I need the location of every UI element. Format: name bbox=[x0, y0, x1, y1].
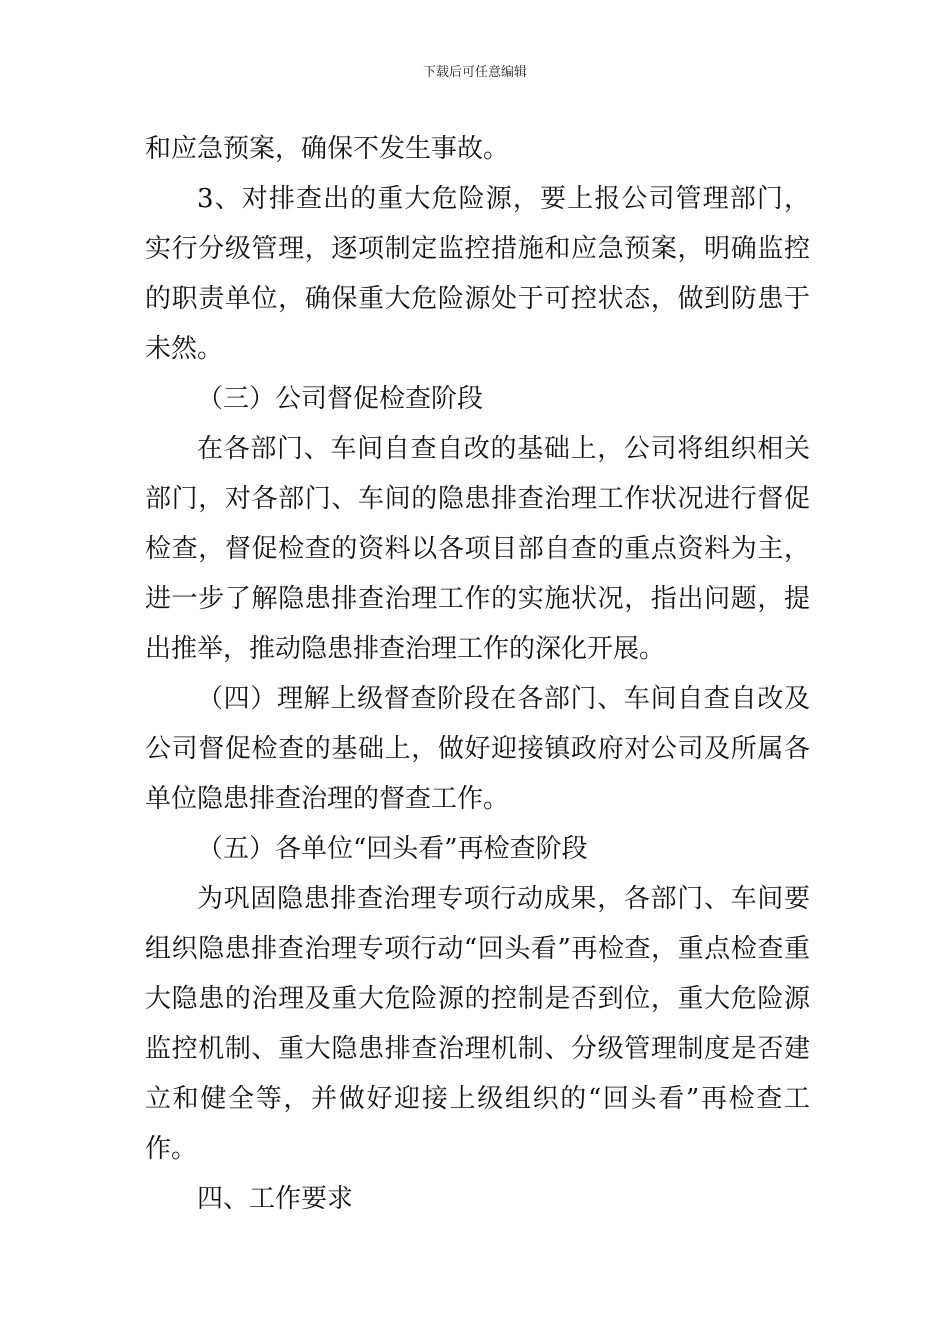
paragraph-section-4: （四）理解上级督查阶段在各部门、车间自查自改及公司督促检查的基础上，做好迎接镇政府对公司及所属各单位隐患排查治理的督查工作。 bbox=[145, 684, 810, 814]
document-body bbox=[145, 124, 810, 1224]
page-header: 下载后可任意编辑 bbox=[422, 65, 527, 80]
paragraph-item-3: 3、对排查出的重大危险源，要上报公司管理部门，实行分级管理，逐项制定监控措施和应急预案，明确监控的职责单位，确保重大危险源处于可控状态，做到防患于未然。 bbox=[145, 184, 810, 364]
section-heading-3: （三）公司督促检查阶段 bbox=[197, 384, 484, 414]
section-heading-5: （五）各单位“回头看”再检查阶段 bbox=[197, 834, 588, 864]
paragraph-section-3: 在各部门、车间自查自改的基础上，公司将组织相关部门，对各部门、车间的隐患排查治理工作状况进行督促检查，督促检查的资料以各项目部自查的重点资料为主，进一步了解隐患排查治理工作的实施状况，指出问题，提出推举，推动隐患排查治理工作的深化开展。 bbox=[145, 434, 810, 664]
paragraph-continuation: 和应急预案，确保不发生事故。 bbox=[145, 134, 510, 164]
chapter-heading-4: 四、工作要求 bbox=[197, 1184, 354, 1214]
paragraph-section-5: 为巩固隐患排查治理专项行动成果，各部门、车间要组织隐患排查治理专项行动“回头看”再检查，重点检查重大隐患的治理及重大危险源的控制是否到位，重大危险源监控机制、重大隐患排查治理机制、分级管理制度是否建立和健全等，并做好迎接上级组织的“回头看”再检查工作。 bbox=[145, 884, 810, 1164]
